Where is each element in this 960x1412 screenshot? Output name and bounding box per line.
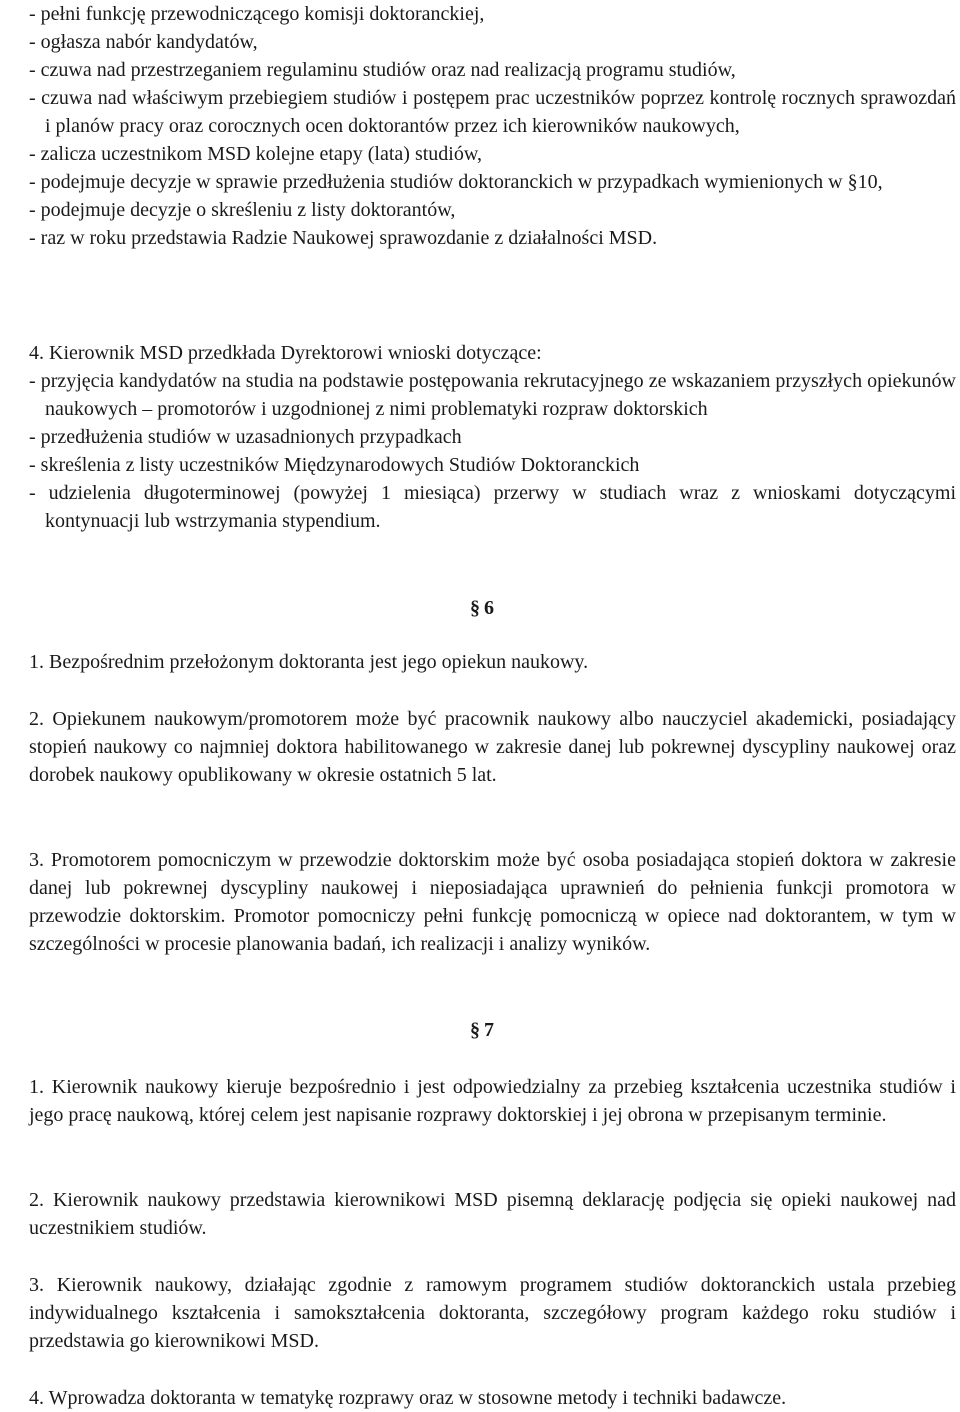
section-7-paragraph-1: 1. Kierownik naukowy kieruje bezpośrednio i jest odpowiedzialny za przebieg kształcenia uczestnika studiów i jego pracę naukową, której celem jest napisanie rozprawy doktorskiej i jej obrona w przepisanym terminie. [29,1076,956,1126]
list-item: - ogłasza nabór kandydatów, [29,31,258,53]
section-symbol: § [470,597,480,619]
section-heading-6 [0,594,960,622]
section-heading-7 [0,1016,960,1044]
section-number: 6 [484,597,494,619]
section-7-paragraph-3: 3. Kierownik naukowy, działając zgodnie z ramowym programem studiów doktoranckich ustala przebieg indywidualnego kształcenia i samokształcenia doktoranta, szczegółowy program każdego roku studiów i przedstawia go kierownikowi MSD. [29,1274,956,1352]
section-6-paragraph-1: 1. Bezpośrednim przełożonym doktoranta jest jego opiekun naukowy. [29,651,589,673]
list-item: - pełni funkcję przewodniczącego komisji doktoranckiej, [29,3,485,25]
list-item: - skreślenia z listy uczestników Międzynarodowych Studiów Doktoranckich [29,454,640,476]
list-item: - zalicza uczestnikom MSD kolejne etapy (lata) studiów, [29,143,482,165]
section-6-paragraph-3: 3. Promotorem pomocniczym w przewodzie doktorskim może być osoba posiadająca stopień doktora w zakresie danej lub pokrewnej dyscypliny naukowej i nieposiadająca uprawnień do pełnienia funkcji promotora w przewodzie doktorskim. Promotor pomocniczy pełni funkcję pomocniczą w opiece nad doktorantem, w tym w szczególności w procesie planowania badań, ich realizacji i analizy wyników. [29,849,956,955]
point-4 [29,339,956,535]
section-7-paragraph-2: 2. Kierownik naukowy przedstawia kierownikowi MSD pisemną deklarację podjęcia się opieki naukowej nad uczestnikiem studiów. [29,1189,956,1239]
list-item: - czuwa nad przestrzeganiem regulaminu studiów oraz nad realizacją programu studiów, [29,59,736,81]
section-number: 7 [484,1019,494,1041]
list-item: - podejmuje decyzje o skreśleniu z listy doktorantów, [29,199,456,221]
list-item: - przyjęcia kandydatów na studia na podstawie postępowania rekrutacyjnego ze wskazaniem przyszłych opiekunów naukowych – promotorów i uzgodnionej z nimi problematyki rozpraw doktorskich [29,370,956,420]
list-item: - raz w roku przedstawia Radzie Naukowej sprawozdanie z działalności MSD. [29,227,658,249]
list-item: - przedłużenia studiów w uzasadnionych przypadkach [29,426,462,448]
section-symbol: § [470,1019,480,1041]
list-item: - udzielenia długoterminowej (powyżej 1 miesiąca) przerwy w studiach wraz z wnioskami dotyczącymi kontynuacji lub wstrzymania stypendium. [29,482,956,532]
list-item: - podejmuje decyzje w sprawie przedłużenia studiów doktoranckich w przypadkach wymienionych w §10, [29,171,883,193]
section-6-paragraph-2: 2. Opiekunem naukowym/promotorem może być pracownik naukowy albo nauczyciel akademicki, posiadający stopień naukowy co najmniej doktora habilitowanego w zakresie danej lub pokrewnej dyscypliny naukowej oraz dorobek naukowy opublikowany w okresie ostatnich 5 lat. [29,708,956,786]
director-duties-list [29,0,956,252]
list-item: - czuwa nad właściwym przebiegiem studiów i postępem prac uczestników poprzez kontrolę rocznych sprawozdań i planów pracy oraz corocznych ocen doktorantów przez ich kierowników naukowych, [29,87,956,137]
section-7-paragraph-4: 4. Wprowadza doktoranta w tematykę rozprawy oraz w stosowne metody i techniki badawcze. [29,1387,787,1409]
point-4-intro: 4. Kierownik MSD przedkłada Dyrektorowi wnioski dotyczące: [29,342,542,364]
